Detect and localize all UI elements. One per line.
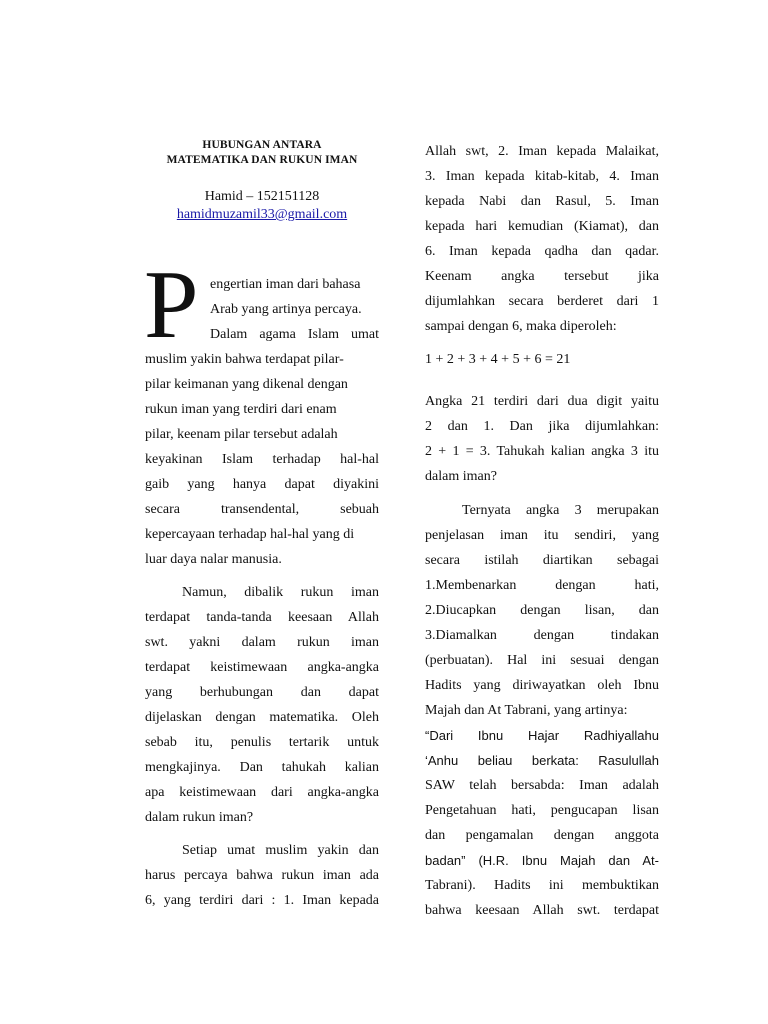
- left-column-text-line: Dalam agama Islam umat: [210, 327, 379, 342]
- left-column-text-line: rukun iman yang terdiri dari enam: [145, 402, 337, 417]
- left-column-text-line: yang berhubungan dan dapat: [145, 685, 379, 700]
- right-column-text-line: Keenam angka tersebut jika: [425, 269, 659, 284]
- right-column-text-line: Pengetahuan hati, pengucapan lisan: [425, 803, 659, 818]
- left-column-text-line: pilar keimanan yang dikenal dengan: [145, 377, 348, 392]
- right-column-text-line: 1.Membenarkan dengan hati,: [425, 578, 659, 593]
- right-column-text-line: Ternyata angka 3 merupakan: [462, 503, 659, 518]
- left-column-text-line: gaib yang hanya dapat diyakini: [145, 477, 379, 492]
- right-column-text-line: kepada Nabi dan Rasul, 5. Iman: [425, 194, 659, 209]
- right-column-text-line: 1 + 2 + 3 + 4 + 5 + 6 = 21: [425, 352, 571, 367]
- right-column-text-line: SAW telah bersabda: Iman adalah: [425, 778, 659, 793]
- right-column-text-line: Angka 21 terdiri dari dua digit yaitu: [425, 394, 659, 409]
- right-column-text-line: penjelasan iman itu sendiri, yang: [425, 528, 659, 543]
- right-column-text-line: kepada hari kemudian (Kiamat), dan: [425, 219, 659, 234]
- left-column-text-line: Arab yang artinya percaya.: [210, 302, 362, 317]
- right-column-text-line: 2 dan 1. Dan jika dijumlahkan:: [425, 419, 659, 434]
- right-column-text-line: ‘Anhu beliau berkata: Rasulullah: [425, 753, 659, 768]
- left-column-text-line: swt. yakni dalam rukun iman: [145, 635, 379, 650]
- right-column-text-line: dalam iman?: [425, 469, 497, 484]
- right-column-text-line: 2.Diucapkan dengan lisan, dan: [425, 603, 659, 618]
- right-column-text-line: bahwa keesaan Allah swt. terdapat: [425, 903, 659, 918]
- left-column-text-line: Setiap umat muslim yakin dan: [182, 843, 379, 858]
- left-column-text-line: mengkajinya. Dan tahukah kalian: [145, 760, 379, 775]
- article-title: [145, 138, 379, 168]
- right-column-text-line: dan pengamalan dengan anggota: [425, 828, 659, 843]
- left-column-text-line: 6, yang terdiri dari : 1. Iman kepada: [145, 893, 379, 908]
- right-column-text-line: Tabrani). Hadits ini membuktikan: [425, 878, 659, 893]
- left-column-text-line: luar daya nalar manusia.: [145, 552, 282, 567]
- left-column-text-line: kepercayaan terhadap hal-hal yang di: [145, 527, 355, 542]
- right-column-text-line: 3.Diamalkan dengan tindakan: [425, 628, 659, 643]
- right-column-text-line: 2 + 1 = 3. Tahukah kalian angka 3 itu: [425, 444, 659, 459]
- right-column-text-line: Hadits yang diriwayatkan oleh Ibnu: [425, 678, 659, 693]
- left-column-text-line: harus percaya bahwa rukun iman ada: [145, 868, 379, 883]
- left-column-text-line: secara transendental, sebuah: [145, 502, 379, 517]
- drop-cap: P: [144, 251, 199, 359]
- author-line: Hamid – 152151128: [204, 189, 320, 204]
- left-column-text-line: Namun, dibalik rukun iman: [182, 585, 379, 600]
- left-column-text-line: pilar, keenam pilar tersebut adalah: [145, 427, 338, 442]
- right-column-text-line: 3. Iman kepada kitab-kitab, 4. Iman: [425, 169, 659, 184]
- right-column-text-line: “Dari Ibnu Hajar Radhiyallahu: [425, 728, 659, 743]
- right-column-text-line: dijumlahkan secara berderet dari 1: [425, 294, 659, 309]
- left-column-text-line: terdapat keistimewaan angka-angka: [145, 660, 379, 675]
- right-column-text-line: badan” (H.R. Ibnu Majah dan At-: [425, 853, 659, 868]
- left-column-text-line: terdapat tanda-tanda keesaan Allah: [145, 610, 379, 625]
- left-column-text-line: dalam rukun iman?: [145, 810, 254, 825]
- right-column-text-line: Majah dan At Tabrani, yang artinya:: [425, 703, 628, 718]
- left-column-text-line: apa keistimewaan dari angka-angka: [145, 785, 379, 800]
- title-line-1: HUBUNGAN ANTARA: [202, 139, 322, 151]
- title-line-2: MATEMATIKA DAN RUKUN IMAN: [166, 154, 358, 166]
- left-column-text-line: sebab itu, penulis tertarik untuk: [145, 735, 379, 750]
- right-column-text-line: (perbuatan). Hal ini sesuai dengan: [425, 653, 659, 668]
- left-column-text-line: engertian iman dari bahasa: [210, 277, 361, 292]
- left-column-text-line: dijelaskan dengan matematika. Oleh: [145, 710, 379, 725]
- right-column-text-line: secara istilah diartikan sebagai: [425, 553, 659, 568]
- right-column-text-line: Allah swt, 2. Iman kepada Malaikat,: [425, 144, 659, 159]
- right-column-text-line: 6. Iman kepada qadha dan qadar.: [425, 244, 659, 259]
- left-column-text-line: keyakinan Islam terhadap hal-hal: [145, 452, 379, 467]
- left-column-text-line: muslim yakin bahwa terdapat pilar-: [145, 352, 344, 367]
- author-email-link[interactable]: hamidmuzamil33@gmail.com: [176, 207, 348, 222]
- right-column-text-line: sampai dengan 6, maka diperoleh:: [425, 319, 617, 334]
